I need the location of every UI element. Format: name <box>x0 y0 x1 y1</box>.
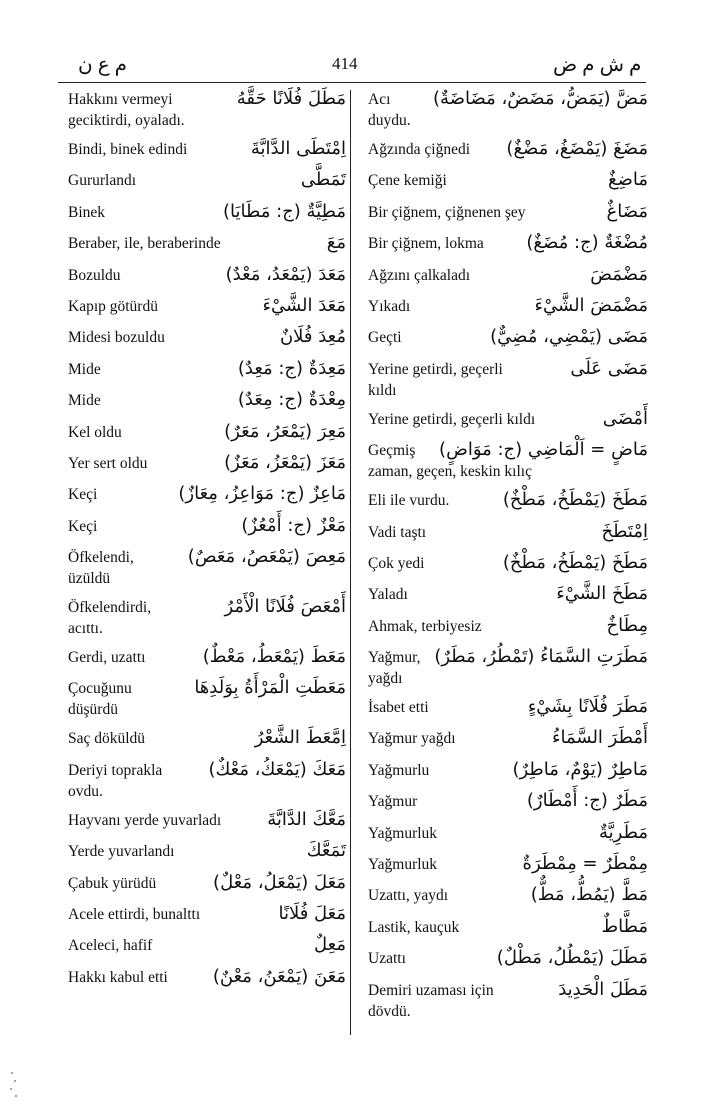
turkish-meaning: Bindi, binek edindi <box>68 141 188 158</box>
dictionary-entry <box>368 489 648 520</box>
turkish-meaning: Yağmurluk <box>368 856 438 874</box>
dictionary-entry <box>68 596 346 646</box>
dictionary-entry <box>368 264 648 295</box>
dictionary-entry <box>368 326 648 357</box>
dictionary-entry <box>368 232 648 263</box>
dictionary-entry <box>368 646 648 696</box>
dictionary-entry <box>68 677 346 727</box>
turkish-meaning-continued: dövdü. <box>368 1002 411 1020</box>
arabic-headword: مَعَطَتِ الْمَرْأَةُ بِوَلَدِهَا <box>194 677 346 699</box>
arabic-headword: مَطَرَتِ السَّمَاءُ (تَمْطُرُ، مَطَرٌ) <box>434 646 648 668</box>
arabic-headword: مَطِيَّةٌ (ج: مَطَايَا) <box>222 200 346 222</box>
arabic-headword: مُضْغَةٌ (ج: مُضَغٌ) <box>526 232 648 254</box>
scan-speck <box>8 1070 20 1100</box>
turkish-meaning: Mide <box>68 392 101 410</box>
arabic-headword: مَعَدَ (يَمْعَدُ، مَعْدٌ) <box>225 263 346 285</box>
turkish-meaning: Bir çiğnem, çiğnenen şey <box>368 203 526 221</box>
page-number: 414 <box>332 54 358 73</box>
dictionary-entry <box>368 408 648 439</box>
arabic-headword: مِعْدَةٌ (ج: مِعَدٌ) <box>237 389 346 411</box>
header-right-letters: م ش م ض <box>553 54 642 76</box>
turkish-meaning-continued: düşürdü <box>68 701 118 719</box>
dictionary-entry <box>68 201 346 232</box>
arabic-headword: مَطَخَ (يَمْطَخُ، مَطْخٌ) <box>502 551 648 573</box>
arabic-headword: مَطَرَ فُلَانًا بِشَيْءٍ <box>527 696 648 718</box>
arabic-headword: مَعَكَ (يَمْعَكُ، مَعْكٌ) <box>208 758 346 780</box>
dictionary-entry <box>368 295 648 326</box>
turkish-meaning: Öfkelendi, <box>68 549 134 567</box>
turkish-meaning: Uzattı, yaydı <box>368 887 449 905</box>
dictionary-entry <box>368 790 648 821</box>
turkish-meaning: Eli ile vurdu. <box>368 492 450 510</box>
turkish-meaning: Yaladı <box>368 586 408 604</box>
dictionary-entry <box>68 452 346 483</box>
turkish-meaning: Demiri uzaması için <box>368 981 494 999</box>
arabic-headword: مَضْمَضَ <box>590 263 648 285</box>
dictionary-entry <box>68 646 346 677</box>
dictionary-entry <box>368 853 648 884</box>
turkish-meaning: Ağzını çalkaladı <box>368 266 470 284</box>
turkish-meaning: Ağzında çiğnedi <box>368 141 471 158</box>
arabic-headword: مَعْزٌ (ج: أَمْعُزٌ) <box>241 514 346 536</box>
dictionary-entry <box>368 439 648 489</box>
turkish-meaning: Acele ettirdi, bunalttı <box>68 906 201 924</box>
arabic-headword: مَعَنَ (يَمْعَنُ، مَعْنٌ) <box>212 965 346 987</box>
dictionary-entry <box>368 583 648 614</box>
turkish-meaning-continued: geciktirdi, oyaladı. <box>68 112 185 129</box>
turkish-meaning: Geçmiş <box>368 442 416 460</box>
dictionary-entry <box>68 169 346 200</box>
dictionary-entry <box>68 840 346 871</box>
arabic-headword: مَعِدَةٌ (ج: مَعِدٌ) <box>237 357 346 379</box>
turkish-meaning: Gururlandı <box>68 172 137 190</box>
turkish-meaning: Bozuldu <box>68 266 121 284</box>
turkish-meaning: Yağmur yağdı <box>368 730 456 748</box>
turkish-meaning: Midesi bozuldu <box>68 329 165 347</box>
dictionary-entry <box>68 934 346 965</box>
turkish-meaning: Ahmak, terbiyesiz <box>368 617 482 635</box>
turkish-meaning: Yerine getirdi, geçerli kıldı <box>368 410 536 428</box>
turkish-meaning: Uzattı <box>368 950 406 968</box>
dictionary-entry <box>68 88 346 138</box>
turkish-meaning: Keçi <box>68 486 98 504</box>
turkish-meaning: Yerine getirdi, geçerli <box>368 360 503 378</box>
arabic-headword: أَمْطَرَ السَّمَاءُ <box>552 727 648 749</box>
arabic-headword: أَمْضَى <box>602 407 648 429</box>
turkish-meaning: Yağmurlu <box>368 761 430 779</box>
arabic-headword: مَعَلَ فُلَانًا <box>278 903 346 925</box>
turkish-meaning: Çabuk yürüdü <box>68 874 157 892</box>
arabic-headword: اِمَّعَطَ الشَّعْرُ <box>254 727 346 749</box>
dictionary-entry <box>368 947 648 978</box>
arabic-headword: مَطَلَ فُلَانًا حَقَّهُ <box>236 88 346 109</box>
turkish-meaning: Kapıp götürdü <box>68 297 158 315</box>
turkish-meaning: Bir çiğnem, lokma <box>368 235 484 253</box>
arabic-headword: مَطَخَ (يَمْطَخُ، مَطْخٌ) <box>502 489 648 511</box>
dictionary-entry <box>68 138 346 169</box>
turkish-meaning: Çene kemiği <box>368 172 447 190</box>
turkish-meaning-continued: zaman, geçen, keskin kılıç <box>368 463 532 481</box>
dictionary-entry <box>368 201 648 232</box>
dictionary-entry <box>368 759 648 790</box>
dictionary-entry <box>368 169 648 200</box>
dictionary-entry <box>68 903 346 934</box>
arabic-headword: مَعَزَ (يَمْعَزُ، مَعَزٌ) <box>224 451 346 473</box>
turkish-meaning-continued: yağdı <box>368 670 403 688</box>
arabic-headword: مَاطِرٌ (يَوْمٌ، مَاطِرٌ) <box>512 758 648 780</box>
arabic-headword: مَاضِغٌ <box>608 169 648 191</box>
arabic-headword: مَضَغَ (يَمْضَغُ، مَضْغٌ) <box>506 138 648 159</box>
column-divider <box>350 90 351 1035</box>
dictionary-entry <box>68 966 346 997</box>
turkish-meaning-continued: duydu. <box>368 112 411 129</box>
turkish-meaning-continued: acıttı. <box>68 620 103 638</box>
arabic-headword: مَضَى (يَمْضِي، مُضِيٌّ) <box>490 326 648 348</box>
dictionary-entry <box>68 232 346 263</box>
turkish-meaning: Binek <box>68 203 106 221</box>
arabic-headword: مَعَ <box>326 232 346 254</box>
turkish-meaning: Çok yedi <box>368 554 425 572</box>
turkish-meaning: Yağmur, <box>368 649 421 667</box>
arabic-headword: مُعِدَ فُلَانٌ <box>279 326 346 348</box>
turkish-meaning: Deriyi toprakla <box>68 761 163 779</box>
dictionary-entry <box>68 727 346 758</box>
dictionary-entry <box>368 521 648 552</box>
dictionary-entry <box>68 809 346 840</box>
dictionary-entry <box>368 358 648 408</box>
arabic-headword: مِطَاخٌ <box>606 614 648 636</box>
header-left-letters: م ع ن <box>78 54 128 76</box>
turkish-meaning-continued: ovdu. <box>68 782 103 800</box>
turkish-meaning: Acı <box>368 91 391 108</box>
turkish-meaning: Geçti <box>368 329 402 347</box>
turkish-meaning: Hakkı kabul etti <box>68 968 168 986</box>
arabic-headword: مَضَّ (يَمَضُّ، مَضَضٌ، مَضَاضَةٌ) <box>433 88 648 109</box>
arabic-headword: مَاعِزٌ (ج: مَوَاعِزُ، مِعَازٌ) <box>178 483 346 505</box>
turkish-meaning: Yıkadı <box>368 297 411 315</box>
dictionary-entry <box>368 696 648 727</box>
dictionary-entry <box>68 515 346 546</box>
arabic-headword: تَمَعَّكَ <box>306 840 346 862</box>
dictionary-entry <box>68 358 346 389</box>
turkish-meaning-continued: üzüldü <box>68 570 111 588</box>
dictionary-entry <box>368 138 648 169</box>
turkish-meaning: İsabet etti <box>368 699 429 717</box>
arabic-headword: اِمْتَطَى الدَّابَّةَ <box>250 138 346 159</box>
header-rule <box>58 82 646 83</box>
arabic-headword: تَمَطَّى <box>300 169 346 191</box>
arabic-headword: مَعَلَ (يَمْعَلُ، مَعْلٌ) <box>213 871 346 893</box>
arabic-headword: مَعَّكَ الدَّابَّةَ <box>267 808 346 830</box>
dictionary-entry <box>68 326 346 357</box>
arabic-headword: مَطَخَ الشَّيْءَ <box>556 583 648 605</box>
turkish-meaning: Mide <box>68 360 101 378</box>
turkish-meaning: Hakkını vermeyi <box>68 91 173 108</box>
dictionary-entry <box>368 552 648 583</box>
arabic-headword: مَطَلَ الْحَدِيدَ <box>558 978 648 1000</box>
arabic-headword: مَضْمَضَ الشَّيْءَ <box>534 294 648 316</box>
arabic-headword: مَطَّاطٌ <box>601 915 648 937</box>
dictionary-entry <box>68 264 346 295</box>
arabic-headword: مَعِرَ (يَمْعَرُ، مَعَرٌ) <box>224 420 346 442</box>
dictionary-entry <box>368 88 648 138</box>
arabic-headword: مَضَى عَلَى <box>570 357 648 379</box>
dictionary-entry <box>68 389 346 420</box>
turkish-meaning: Saç döküldü <box>68 730 146 748</box>
arabic-headword: مَعَدَ الشَّيْءَ <box>262 294 346 316</box>
dictionary-entry <box>68 295 346 326</box>
arabic-headword: مَطَرٌ (ج: أَمْطَارٌ) <box>526 790 648 812</box>
arabic-headword: مَطَّ (يَمُطُّ، مَطٌّ) <box>530 884 648 906</box>
arabic-headword: مَطَرِيَّةٌ <box>599 821 648 843</box>
arabic-headword: مَعِلٌ <box>314 934 346 956</box>
arabic-headword: مِمْطَرٌ = مِمْطَرَةٌ <box>522 853 648 875</box>
left-column <box>68 88 346 997</box>
dictionary-entry <box>368 979 648 1029</box>
dictionary-entry <box>68 759 346 809</box>
dictionary-entry <box>68 872 346 903</box>
right-column <box>368 88 648 1029</box>
arabic-headword: مَاضٍ = اَلْمَاضِي (ج: مَوَاضٍ) <box>439 439 648 461</box>
turkish-meaning: Öfkelendirdi, <box>68 599 152 617</box>
arabic-headword: أَمْعَصَ فُلَانًا الْأَمْرُ <box>224 596 346 618</box>
arabic-headword: اِمْتَطَخَ <box>601 520 648 542</box>
turkish-meaning: Aceleci, hafif <box>68 937 153 955</box>
dictionary-entry <box>368 615 648 646</box>
turkish-meaning: Çocuğunu <box>68 680 132 698</box>
arabic-headword: مَعَطَ (يَمْعَطُ، مَعْطٌ) <box>202 646 346 668</box>
dictionary-entry <box>368 916 648 947</box>
page-header <box>0 46 722 82</box>
dictionary-entry <box>368 822 648 853</box>
turkish-meaning: Beraber, ile, beraberinde <box>68 235 221 253</box>
dictionary-entry <box>68 421 346 452</box>
dictionary-entry <box>368 727 648 758</box>
arabic-headword: مَضَاغٌ <box>606 200 648 222</box>
turkish-meaning: Lastik, kauçuk <box>368 918 460 936</box>
arabic-headword: مَعِصَ (يَمْعَصُ، مَعَصٌ) <box>187 546 346 568</box>
turkish-meaning: Vadi taştı <box>368 523 427 541</box>
turkish-meaning: Hayvanı yerde yuvarladı <box>68 811 222 829</box>
turkish-meaning: Yağmur <box>368 793 418 811</box>
turkish-meaning: Yağmurluk <box>368 824 438 842</box>
dictionary-entry <box>68 483 346 514</box>
turkish-meaning: Yerde yuvarlandı <box>68 843 175 861</box>
dictionary-entry <box>68 546 346 596</box>
turkish-meaning: Kel oldu <box>68 423 122 441</box>
dictionary-entry <box>368 884 648 915</box>
turkish-meaning-continued: kıldı <box>368 381 397 399</box>
turkish-meaning: Gerdi, uzattı <box>68 649 146 667</box>
turkish-meaning: Yer sert oldu <box>68 454 148 472</box>
turkish-meaning: Keçi <box>68 517 98 535</box>
arabic-headword: مَطَلَ (يَمْطُلُ، مَطْلٌ) <box>496 947 648 969</box>
